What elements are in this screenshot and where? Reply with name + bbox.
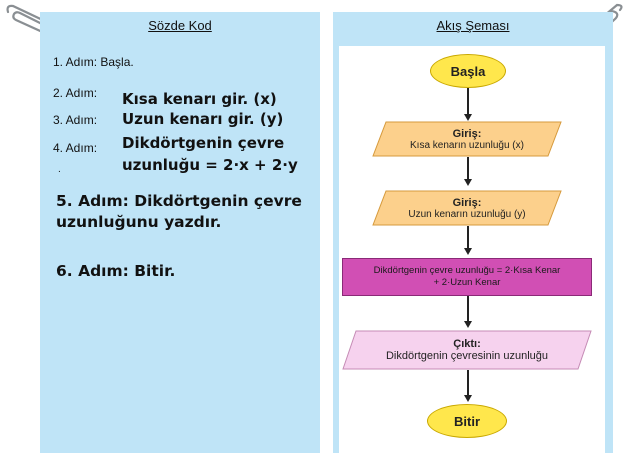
arrow-3	[467, 226, 469, 249]
step-1-text: Başla.	[100, 55, 134, 69]
step-5-text-line2: uzunluğunu yazdır.	[56, 213, 222, 231]
end-label: Bitir	[454, 413, 480, 429]
arrow-2	[467, 157, 469, 180]
arrow-1-head	[464, 114, 472, 121]
pseudocode-panel	[40, 12, 320, 453]
input-2-label: Giriş:	[452, 196, 482, 209]
flowchart-title: Akış Şeması	[436, 18, 510, 33]
step-1-number: 1. Adım:	[53, 55, 98, 69]
pseudocode-title: Sözde Kod	[148, 18, 212, 33]
stray-dot: .	[58, 164, 61, 175]
step-1	[53, 55, 134, 69]
step-2-number: 2. Adım:	[53, 86, 98, 100]
arrow-5	[467, 370, 469, 396]
process-text-line1: Dikdörtgenin çevre uzunluğu = 2·Kısa Kenar	[373, 265, 561, 276]
arrow-3-head	[464, 248, 472, 255]
step-5-text-line1: 5. Adım: Dikdörtgenin çevre	[56, 192, 302, 210]
output-text: Dikdörtgenin çevresinin uzunluğu	[385, 350, 549, 362]
input-1-label: Giriş:	[452, 127, 482, 140]
arrow-4-head	[464, 321, 472, 328]
step-4-text-line1: Dikdörtgenin çevre	[122, 134, 285, 152]
step-3-number: 3. Adım:	[53, 113, 98, 127]
step-2-text: Kısa kenarı gir. (x)	[122, 90, 277, 108]
input-1-node	[372, 121, 562, 157]
output-node	[342, 330, 592, 370]
process-text-line2: + 2·Uzun Kenar	[433, 277, 501, 288]
arrow-5-head	[464, 395, 472, 402]
arrow-1	[467, 88, 469, 115]
end-node	[427, 404, 507, 438]
input-2-text: Uzun kenarın uzunluğu (y)	[408, 208, 526, 220]
input-1-text: Kısa kenarın uzunluğu (x)	[410, 139, 524, 151]
output-label: Çıktı:	[453, 338, 481, 350]
step-4-text-line2: uzunluğu = 2·x + 2·y	[122, 156, 298, 174]
process-node	[342, 258, 592, 296]
start-node	[430, 54, 506, 88]
arrow-2-head	[464, 179, 472, 186]
step-6-text: 6. Adım: Bitir.	[56, 262, 176, 280]
arrow-4	[467, 296, 469, 322]
step-4-number: 4. Adım:	[53, 141, 98, 155]
flowchart-canvas	[339, 46, 605, 453]
input-2-node	[372, 190, 562, 226]
start-label: Başla	[450, 63, 486, 79]
step-3-text: Uzun kenarı gir. (y)	[122, 110, 284, 128]
